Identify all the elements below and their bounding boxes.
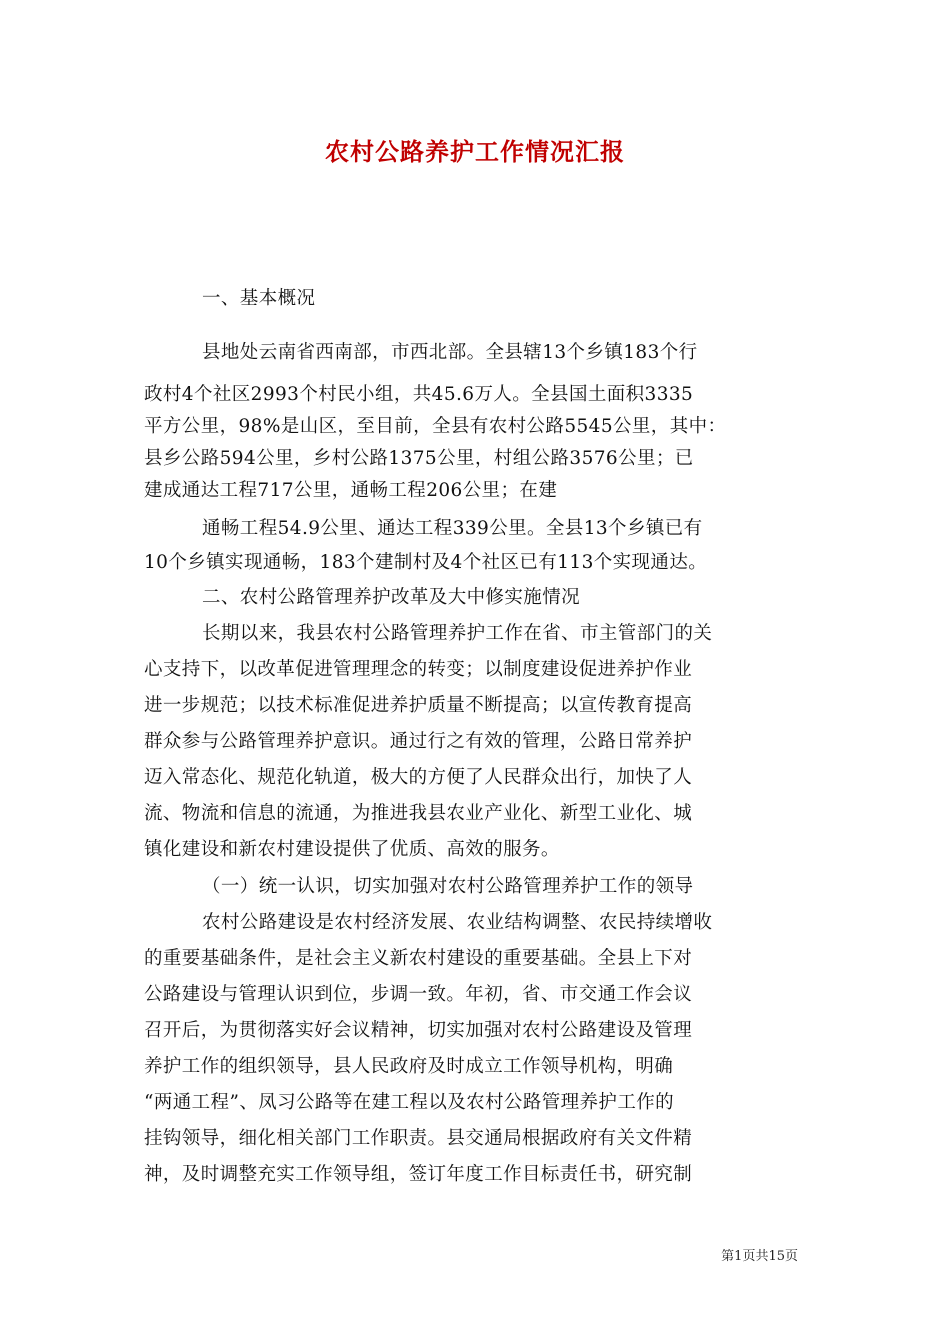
body-line: 进一步规范；以技术标准促进养护质量不断提高；以宣传教育提高 [144, 695, 693, 716]
body-line: 平方公里，98%是山区，至目前，全县有农村公路5545公里，其中： [144, 416, 727, 437]
body-line: 镇化建设和新农村建设提供了优质、高效的服务。 [144, 839, 560, 860]
body-line: 县地处云南省西南部，市西北部。全县辖13个乡镇183个行 [202, 342, 698, 363]
document-title: 农村公路养护工作情况汇报 [325, 137, 625, 166]
section-heading-reform: 二、农村公路管理养护改革及大中修实施情况 [202, 587, 581, 608]
body-line: 政村4个社区2993个村民小组，共45.6万人。全县国土面积3335 [144, 384, 694, 405]
subsection-heading-leadership: （一）统一认识，切实加强对农村公路管理养护工作的领导 [202, 876, 694, 897]
body-line: 群众参与公路管理养护意识。通过行之有效的管理，公路日常养护 [144, 731, 693, 752]
body-line: 养护工作的组织领导，县人民政府及时成立工作领导机构，明确 [144, 1056, 674, 1077]
body-line: “两通工程”、凤习公路等在建工程以及农村公路管理养护工作的 [144, 1092, 675, 1113]
body-line: 10个乡镇实现通畅，183个建制村及4个社区已有113个实现通达。 [144, 552, 708, 573]
body-line: 流、物流和信息的流通，为推进我县农业产业化、新型工业化、城 [144, 803, 693, 824]
body-line: 挂钩领导，细化相关部门工作职责。县交通局根据政府有关文件精 [144, 1128, 693, 1149]
body-line: 召开后，为贯彻落实好会议精神，切实加强对农村公路建设及管理 [144, 1020, 693, 1041]
body-line: 长期以来，我县农村公路管理养护工作在省、市主管部门的关 [202, 623, 713, 644]
body-line: 通畅工程54.9公里、通达工程339公里。全县13个乡镇已有 [202, 518, 703, 539]
body-line: 建成通达工程717公里，通畅工程206公里；在建 [144, 480, 558, 501]
body-line: 神，及时调整充实工作领导组，签订年度工作目标责任书，研究制 [144, 1164, 693, 1185]
body-line: 的重要基础条件，是社会主义新农村建设的重要基础。全县上下对 [144, 948, 693, 969]
body-line: 迈入常态化、规范化轨道，极大的方便了人民群众出行，加快了人 [144, 767, 693, 788]
body-line: 公路建设与管理认识到位，步调一致。年初，省、市交通工作会议 [144, 984, 693, 1005]
body-line: 心支持下，以改革促进管理理念的转变；以制度建设促进养护作业 [144, 659, 693, 680]
page-number: 第1页共15页 [721, 1249, 798, 1264]
body-line: 农村公路建设是农村经济发展、农业结构调整、农民持续增收 [202, 912, 713, 933]
section-heading-overview: 一、基本概况 [202, 288, 316, 309]
body-line: 县乡公路594公里，乡村公路1375公里，村组公路3576公里；已 [144, 448, 694, 469]
